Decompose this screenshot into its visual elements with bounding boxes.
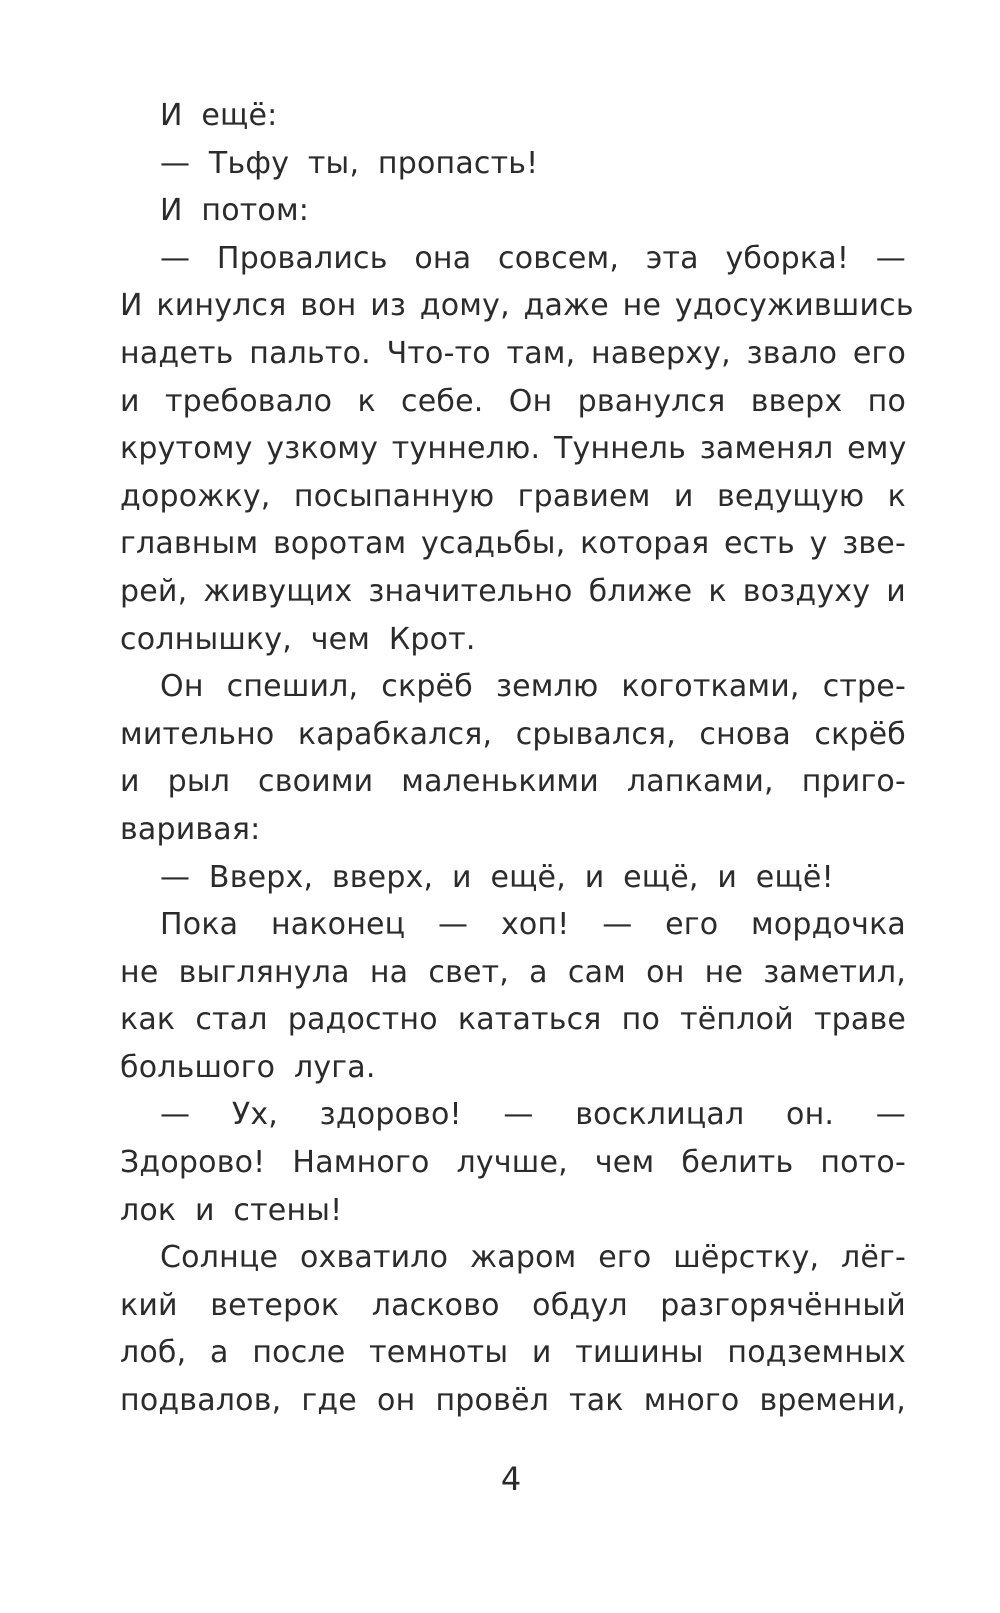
body-text [120,92,914,1425]
text-line: подвалов, где он провёл так много времени, [120,1383,906,1419]
text-line: солнышку, чем Крот. [120,621,476,657]
text-line: дорожку, посыпанную гравием и ведущую к [120,478,906,514]
page-number: 4 [500,1460,522,1498]
text-line: И ещё: [160,98,278,133]
text-line: И потом: [160,193,310,229]
text-line: — Тьфу ты, пропасть! [160,145,539,181]
text-line: как стал радостно кататься по тёплой траве [120,1002,906,1038]
text-line: не выглянула на свет, а сам он не заметил, [120,954,906,990]
text-line: кий ветерок ласково обдул разгорячённый [120,1287,906,1323]
text-line: — Вверх, вверх, и ещё, и ещё, и ещё! [160,859,834,895]
text-line: Он спешил, скрёб землю коготками, стре- [160,669,906,705]
text-line: лоб, а после темноты и тишины подземных [120,1335,906,1371]
text-line: крутому узкому туннелю. Туннель заменял ему [120,431,907,467]
text-line: и рыл своими маленькими лапками, приго- [120,764,906,800]
text-line: варивая: [120,811,261,847]
text-line: мительно карабкался, срывался, снова скрёб [120,716,906,752]
text-line: лок и стены! [120,1192,343,1228]
text-line: надеть пальто. Что-то там, наверху, звало его [120,335,906,371]
text-line: Здорово! Намного лучше, чем белить пото- [120,1145,906,1181]
text-line: главным воротам усадьбы, которая есть у зве- [120,526,906,562]
text-line: — Провались она совсем, эта уборка! — [160,240,906,276]
text-line: — Ух, здорово! — восклицал он. — [160,1097,906,1133]
text-line: большого луга. [120,1049,376,1085]
text-line: И кинулся вон из дому, даже не удосужившись [120,288,914,324]
text-line: Пока наконец — хоп! — его мордочка [160,907,906,943]
text-line: Солнце охватило жаром его шёрстку, лёг- [160,1240,906,1276]
text-line: рей, живущих значительно ближе к воздуху и [120,573,906,609]
text-line: и требовало к себе. Он рванулся вверх по [120,383,906,419]
